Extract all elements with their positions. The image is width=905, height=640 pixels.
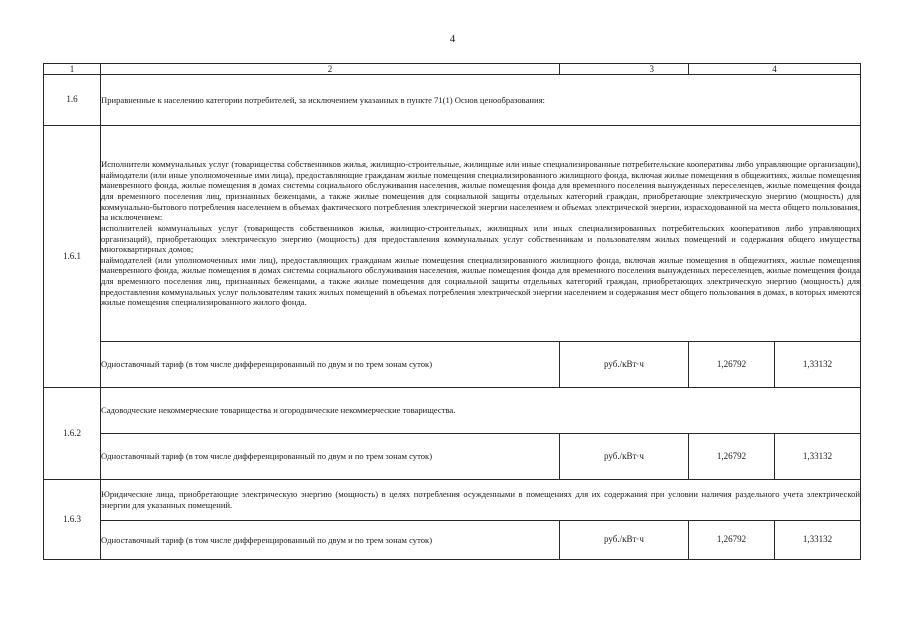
tariff-value-period-1: 1,26792 bbox=[689, 342, 775, 388]
row-number: 1.6.1 bbox=[44, 126, 101, 388]
category-description: Юридические лица, приобретающие электрическую энергию (мощность) в целях потребления осужденными в помещениях для их содержания при условии наличия раздельного учета электрической энергии для указанных помещений. bbox=[101, 480, 861, 521]
description-paragraph: Исполнители коммунальных услуг (товарищества собственников жилья, жилищно-строительные, жилищные или иные специализированные потребительские кооперативы либо управляющие организации), наймодатели (или иные уполномоченные ими лица), предоставляющие гражданам жилые помещения специализированного жилищного фонда, включая жилые помещения в общежитиях, жилые помещения маневренного фонда, жилые помещения в домах системы социального обслуживания населения, жилые помещения фонда для временного поселения вынужденных переселенцев, жилые помещения фонда для временного поселения лиц, признанных беженцами, а также жилые помещения для социальной защиты отдельных категорий граждан, приобретающие электрическую энергию (мощность) для коммунально-бытового потребления населением в объемах фактического потребления электрической энергии населением и объемах электрической энергии, израсходованной на места общего пользования, за исключением: bbox=[101, 158, 860, 223]
tariff-value-period-2: 1,33132 bbox=[775, 521, 861, 560]
table-header-row bbox=[44, 64, 861, 75]
row-number: 1.6 bbox=[44, 75, 101, 126]
row-number: 1.6.3 bbox=[44, 480, 101, 560]
row-number: 1.6.2 bbox=[44, 388, 101, 480]
table-row bbox=[44, 75, 861, 126]
category-description bbox=[101, 126, 861, 342]
table-row bbox=[44, 521, 861, 560]
header-col-4: 4 bbox=[689, 64, 861, 75]
table-row bbox=[44, 126, 861, 342]
tariff-name: Одноставочный тариф (в том числе дифференцированный по двум и по трем зонам суток) bbox=[101, 521, 560, 560]
category-heading: Приравненные к населению категории потребителей, за исключением указанных в пункте 71(1) Основ ценообразования: bbox=[101, 75, 861, 126]
table-row bbox=[44, 388, 861, 434]
page-number: 4 bbox=[449, 33, 456, 45]
category-description: Садоводческие некоммерческие товарищества и огороднические некоммерческие товарищества. bbox=[101, 388, 861, 434]
tariff-unit: руб./кВт·ч bbox=[560, 434, 689, 480]
tariff-unit: руб./кВт·ч bbox=[560, 521, 689, 560]
tariff-value-period-2: 1,33132 bbox=[775, 434, 861, 480]
tariff-value-period-2: 1,33132 bbox=[775, 342, 861, 388]
table-row bbox=[44, 480, 861, 521]
header-col-1: 1 bbox=[44, 64, 101, 75]
tariff-name: Одноставочный тариф (в том числе дифференцированный по двум и по трем зонам суток) bbox=[101, 434, 560, 480]
tariff-value-period-1: 1,26792 bbox=[689, 434, 775, 480]
table-row bbox=[44, 342, 861, 388]
exception-paragraph: наймодателей (или уполномоченных ими лиц), предоставляющих гражданам жилые помещения специализированного жилищного фонда, включая жилые помещения в общежитиях, жилые помещения маневренного фонда, жилые помещения в домах системы социального обслуживания населения, жилые помещения фонда для временного поселения вынужденных переселенцев, жилые помещения фонда для временного поселения лиц, признанных беженцами, а также жилые помещения для социальной защиты отдельных категорий граждан, приобретающих электрическую энергию (мощность) для предоставления коммунальных услуг пользователям таких жилых помещений в объемах потребления электрической энергии населением и содержания мест общего пользования в домах, в которых имеются жилые помещения специализированного жилого фонда. bbox=[101, 254, 860, 308]
tariff-table bbox=[43, 63, 861, 560]
header-col-3: 3 bbox=[560, 64, 689, 75]
tariff-unit: руб./кВт·ч bbox=[560, 342, 689, 388]
header-col-2: 2 bbox=[101, 64, 560, 75]
tariff-value-period-1: 1,26792 bbox=[689, 521, 775, 560]
exception-paragraph: исполнителей коммунальных услуг (товариществ собственников жилья, жилищно-строительных, жилищных или иных специализированных потребительских кооперативов либо управляющих организаций), приобретающих электрическую энергию (мощность) для предоставления коммунальных услуг собственникам и пользователям жилых помещений и содержания общего имущества многоквартирных домов; bbox=[101, 222, 860, 255]
tariff-name: Одноставочный тариф (в том числе дифференцированный по двум и по трем зонам суток) bbox=[101, 342, 560, 388]
table-row bbox=[44, 434, 861, 480]
